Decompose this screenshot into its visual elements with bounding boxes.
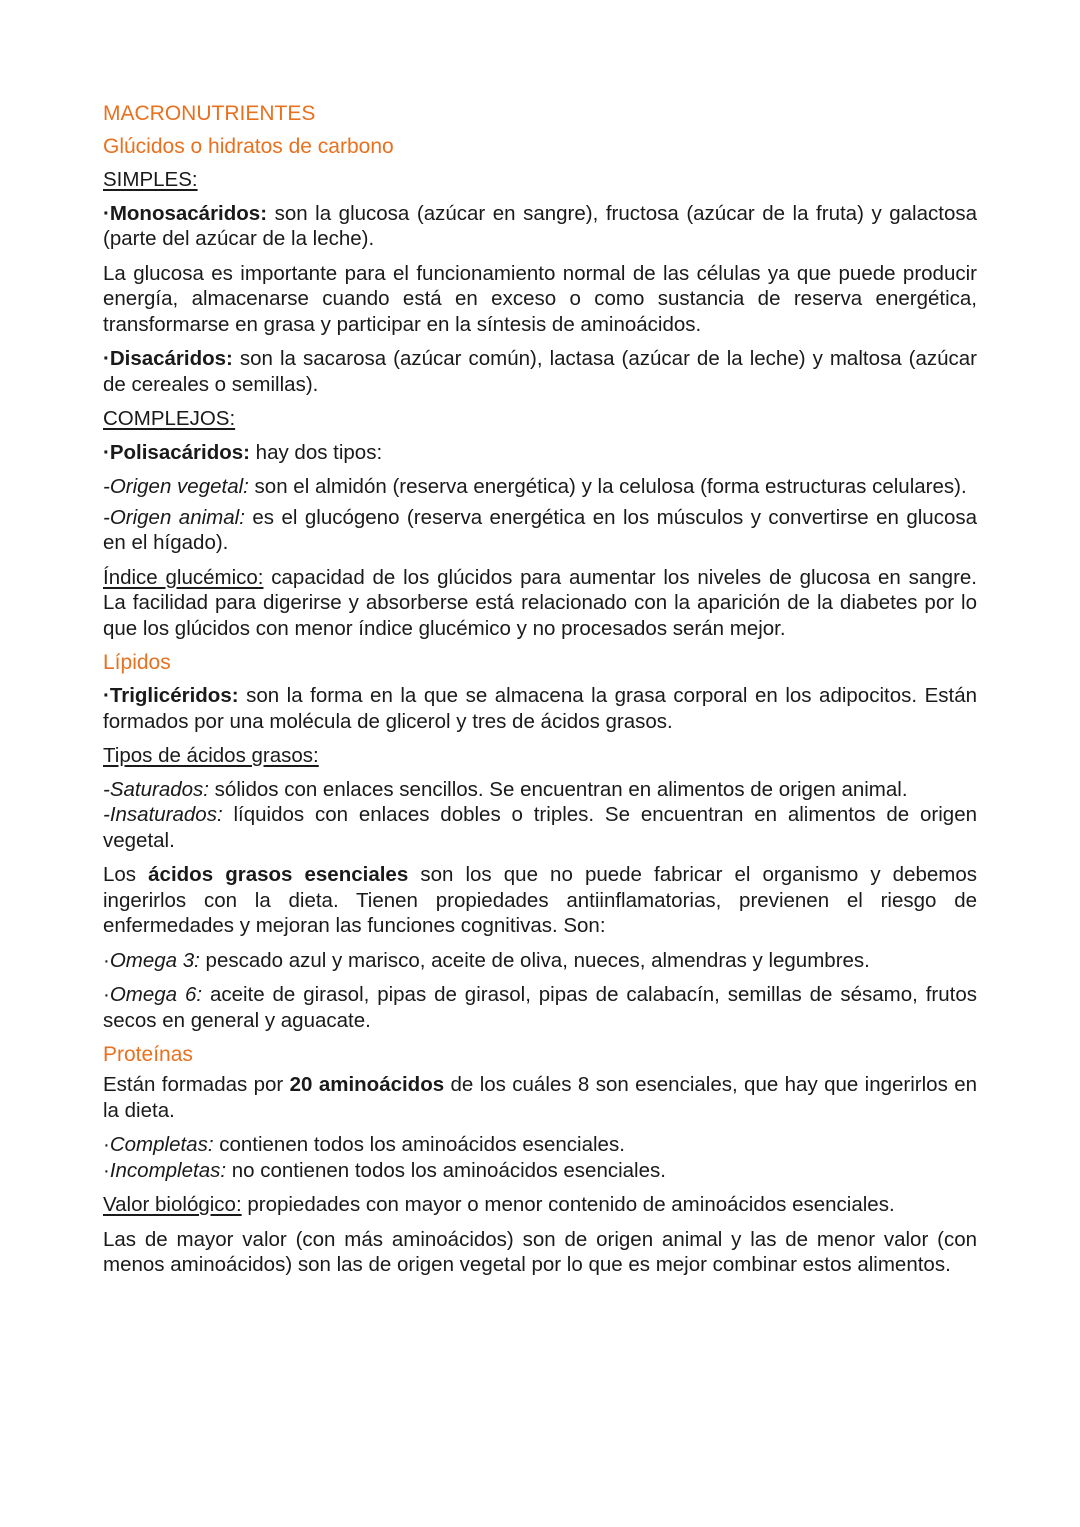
term-omega-3: Omega 3: [109,948,200,972]
paragraph-origen-vegetal [103,474,977,500]
subheading-tipos-acidos-grasos: Tipos de ácidos grasos: [103,744,319,767]
term-polisacaridos: ·Polisacáridos: [103,440,250,464]
paragraph-saturados [103,777,977,803]
subheading-simples: SIMPLES: [103,168,198,191]
subheading-complejos: COMPLEJOS: [103,407,236,430]
text-esenciales-pre: Los [103,863,149,886]
section-heading-lipidos: Lípidos [103,651,171,674]
paragraph-proteinas-intro [103,1072,977,1123]
paragraph-disacaridos [103,346,977,397]
term-indice-glucemico: Índice glucémico: [103,565,264,589]
term-valor-biologico: Valor biológico: [103,1193,242,1216]
text-incompletas: no contienen todos los aminoácidos esenciales. [226,1158,666,1182]
bullet-incompletas: · [103,1158,110,1182]
term-trigliceridos: ·Triglicéridos: [103,684,239,707]
text-omega-3: pescado azul y marisco, aceite de oliva, nueces, almendras y legumbres. [199,948,870,972]
term-completas: Completas: [109,1133,214,1156]
page-title: MACRONUTRIENTES [103,102,316,125]
term-monosacaridos: ·Monosacáridos: [103,201,268,225]
paragraph-insaturados [103,802,977,853]
paragraph-completas [103,1132,977,1158]
paragraph-indice-glucemico [103,565,977,642]
text-acidos-esenciales: son los que no puede fabricar el organismo y debemos ingerirlos con la dieta. Tienen propiedades antiinflamatorias, previenen el riesgo de enfermedades y mejoran las funciones cognitivas. Son: [103,863,978,937]
text-valor-biologico: propiedades con mayor o menor contenido de aminoácidos esenciales. [241,1193,895,1216]
term-origen-animal: -Origen animal: [103,505,245,529]
paragraph-mayor-valor: Las de mayor valor (con más aminoácidos) son de origen animal y las de menor valor (con menos aminoácidos) son las de origen vegetal por lo que es mejor combinar estos alimentos. [103,1227,977,1276]
paragraph-monosacaridos [103,201,977,252]
paragraph-trigliceridos [103,683,977,734]
paragraph-omega-3 [103,948,977,974]
term-insaturados: -Insaturados: [103,803,223,826]
paragraph-acidos-esenciales [103,862,977,939]
text-indice-glucemico: capacidad de los glúcidos para aumentar los niveles de glucosa en sangre. La facilidad para digerirse y absorberse está relacionado con la aparición de la diabetes por lo que los glúcidos con menor índice glucémico y no procesados serán mejor. [103,565,977,640]
term-disacaridos: ·Disacáridos: [103,347,233,370]
text-proteinas-pre: Están formadas por [103,1073,290,1096]
bullet-completas: · [103,1133,110,1156]
paragraph-valor-biologico [103,1192,977,1218]
document-page [103,101,977,1287]
paragraph-origen-animal [103,505,977,556]
term-incompletas: Incompletas: [109,1158,227,1182]
text-completas: contienen todos los aminoácidos esenciales. [213,1133,625,1156]
term-acidos-esenciales: ácidos grasos esenciales [148,863,409,886]
term-20-aminoacidos: 20 aminoácidos [289,1073,445,1096]
text-omega-6: aceite de girasol, pipas de girasol, pipas de calabacín, semillas de sésamo, frutos secos en general y aguacate. [103,983,977,1032]
text-disacaridos: son la sacarosa (azúcar común), lactasa (azúcar de la leche) y maltosa (azúcar de cereales o semillas). [103,347,977,396]
paragraph-polisacaridos [103,440,977,466]
section-heading-glucidos: Glúcidos o hidratos de carbono [103,135,394,158]
paragraph-glucosa: La glucosa es importante para el funcionamiento normal de las células ya que puede producir energía, almacenarse cuando está en exceso o como sustancia de reserva energética, transformarse en grasa y participar en la síntesis de aminoácidos. [103,261,977,336]
term-saturados: -Saturados: [103,777,209,801]
text-polisacaridos: hay dos tipos: [249,440,383,464]
text-trigliceridos: son la forma en la que se almacena la grasa corporal en los adipocitos. Están formados por una molécula de glicerol y tres de ácidos grasos. [103,684,977,733]
bullet-omega-3: · [103,948,110,972]
term-origen-vegetal: -Origen vegetal: [103,475,249,498]
paragraph-incompletas [103,1158,977,1184]
section-heading-proteinas: Proteínas [103,1043,193,1066]
text-origen-animal: es el glucógeno (reserva energética en los músculos y convertirse en glucosa en el hígado). [103,505,978,554]
term-omega-6: Omega 6: [109,983,203,1006]
text-saturados: sólidos con enlaces sencillos. Se encuentran en alimentos de origen animal. [208,777,908,801]
text-monosacaridos: son la glucosa (azúcar en sangre), fructosa (azúcar de la fruta) y galactosa (parte del azúcar de la leche). [103,201,977,250]
paragraph-omega-6 [103,982,977,1033]
text-proteinas-intro: de los cuáles 8 son esenciales, que hay que ingerirlos en la dieta. [103,1073,977,1122]
bullet-omega-6: · [103,983,110,1006]
text-origen-vegetal: son el almidón (reserva energética) y la celulosa (forma estructuras celulares). [248,475,967,498]
text-insaturados: líquidos con enlaces dobles o triples. Se encuentran en alimentos de origen vegetal. [103,803,977,852]
